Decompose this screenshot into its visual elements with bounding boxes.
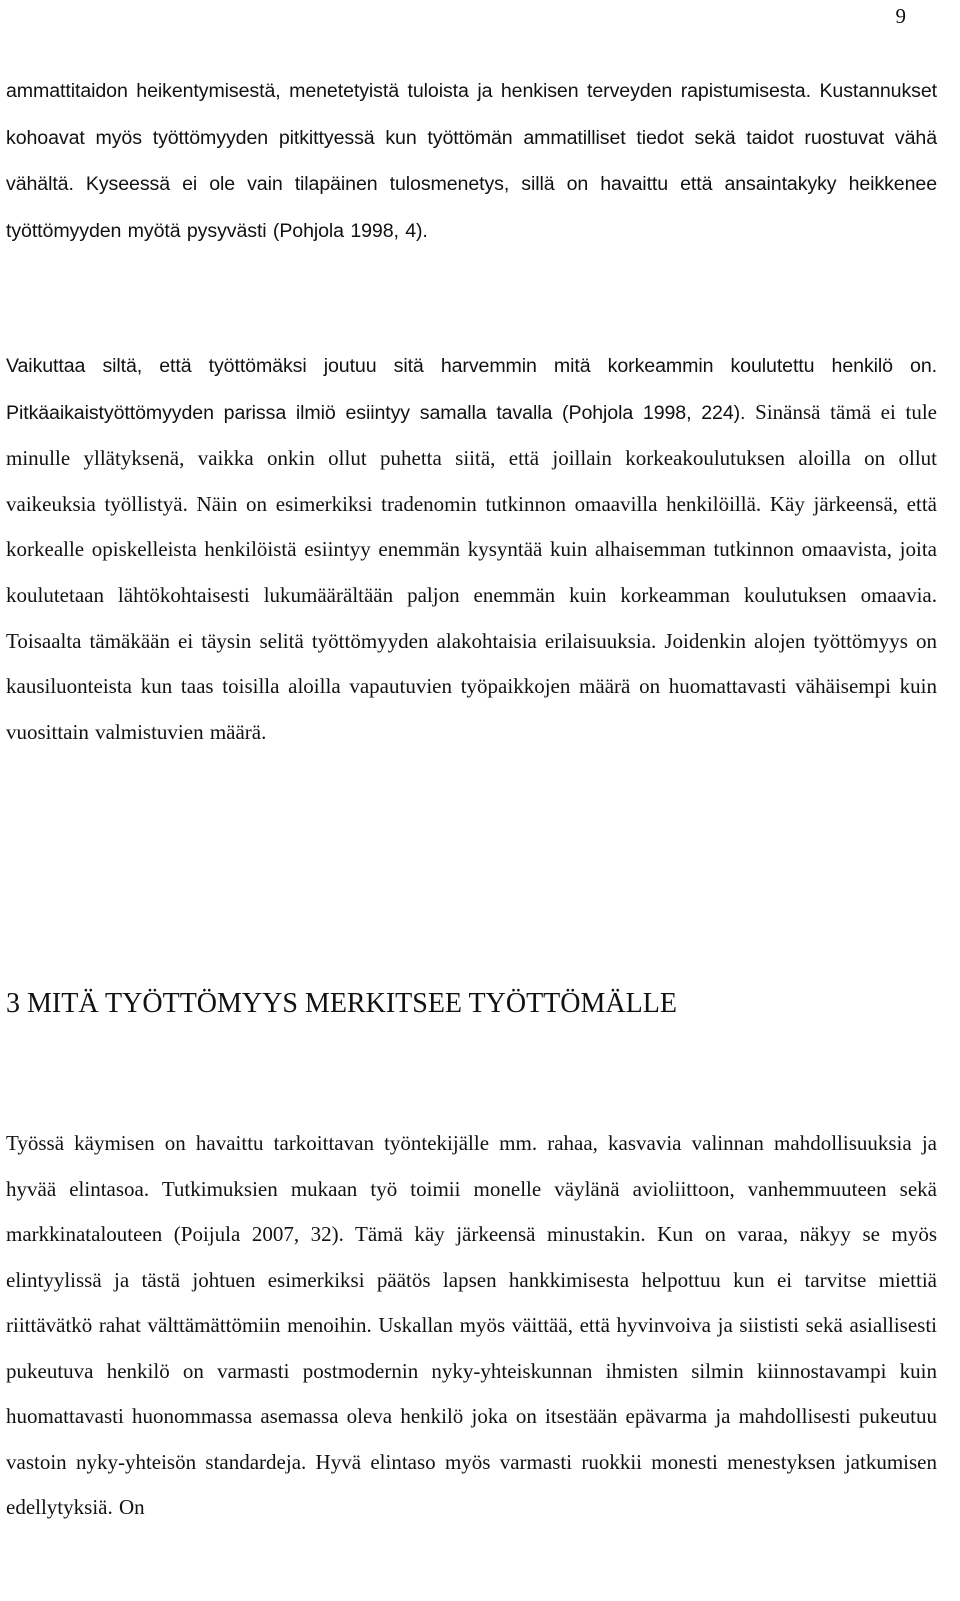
page-number: 9 <box>895 4 906 28</box>
paragraph-3 <box>6 1121 937 1531</box>
paragraph-1 <box>6 68 937 254</box>
paragraph-2-sans-text: Vaikuttaa siltä, että työttömäksi joutuu sitä harvemmin mitä korkeammin koulutettu henkilö on. Pitkäaikaistyöttömyyden parissa ilmiö esiintyy samalla tavalla (Pohjola 1998, 224). <box>6 355 937 424</box>
paragraph-1-text: ammattitaidon heikentymisestä, menetetyistä tuloista ja henkisen terveyden rapistumisesta. Kustannukset kohoavat myös työttömyyden pitkittyessä kun työttömän ammatilliset tiedot sekä taidot ruostuvat vähä vähältä. Kyseessä ei ole vain tilapäinen tulosmenetys, sillä on havaittu että ansaintakyky heikkenee työttömyyden myötä pysyvästi (Pohjola 1998, 4). <box>6 80 937 242</box>
section-heading: 3 MITÄ TYÖTTÖMYYS MERKITSEE TYÖTTÖMÄLLE <box>6 988 677 1019</box>
paragraph-2 <box>6 343 937 755</box>
paragraph-2-serif-text: Sinänsä tämä ei tule minulle yllätyksenä, vaikka onkin ollut puhetta siitä, että joillain korkeakoulutuksen aloilla on ollut vaikeuksia työllistyä. Näin on esimerkiksi tradenomin tutkinnon omaavilla henkilöillä. Käy järkeensä, että korkealle opiskelleista henkilöistä esiintyy enemmän kysyntää kuin alhaisemman tutkinnon omaavista, joita koulutetaan lähtökohtaisesti lukumäärältään paljon enemmän kuin korkeamman koulutuksen omaavia. Toisaalta tämäkään ei täysin selitä työttömyyden alakohtaisia erilaisuuksia. Joidenkin alojen työttömyys on kausiluonteista kun taas toisilla aloilla vapautuvien työpaikkojen määrä on huomattavasti vähäisempi kuin vuosittain valmistuvien määrä. <box>6 399 937 744</box>
paragraph-3-text: Työssä käymisen on havaittu tarkoittavan työntekijälle mm. rahaa, kasvavia valinnan mahdollisuuksia ja hyvää elintasoa. Tutkimuksien mukaan työ toimii monelle väylänä avioliittoon, vanhemmuuteen sekä markkinatalouteen (Poijula 2007, 32). Tämä käy järkeensä minustakin. Kun on varaa, näkyy se myös elintyylissä ja tästä johtuen esimerkiksi päätös lapsen hankkimisesta helpottuu kun ei tarvitse miettiä riittävätkö rahat välttämättömiin menoihin. Uskallan myös väittää, että hyvinvoiva ja siististi sekä asiallisesti pukeutuva henkilö on varmasti postmodernin nyky-yhteiskunnan ihmisten silmin kiinnostavampi kuin huomattavasti huonommassa asemassa oleva henkilö joka on itsestään epävarma ja mahdollisesti pukeutuu vastoin nyky-yhteisön standardeja. Hyvä elintaso myös varmasti ruokkii monesti menestyksen jatkumisen edellytyksiä. On <box>6 1131 937 1519</box>
